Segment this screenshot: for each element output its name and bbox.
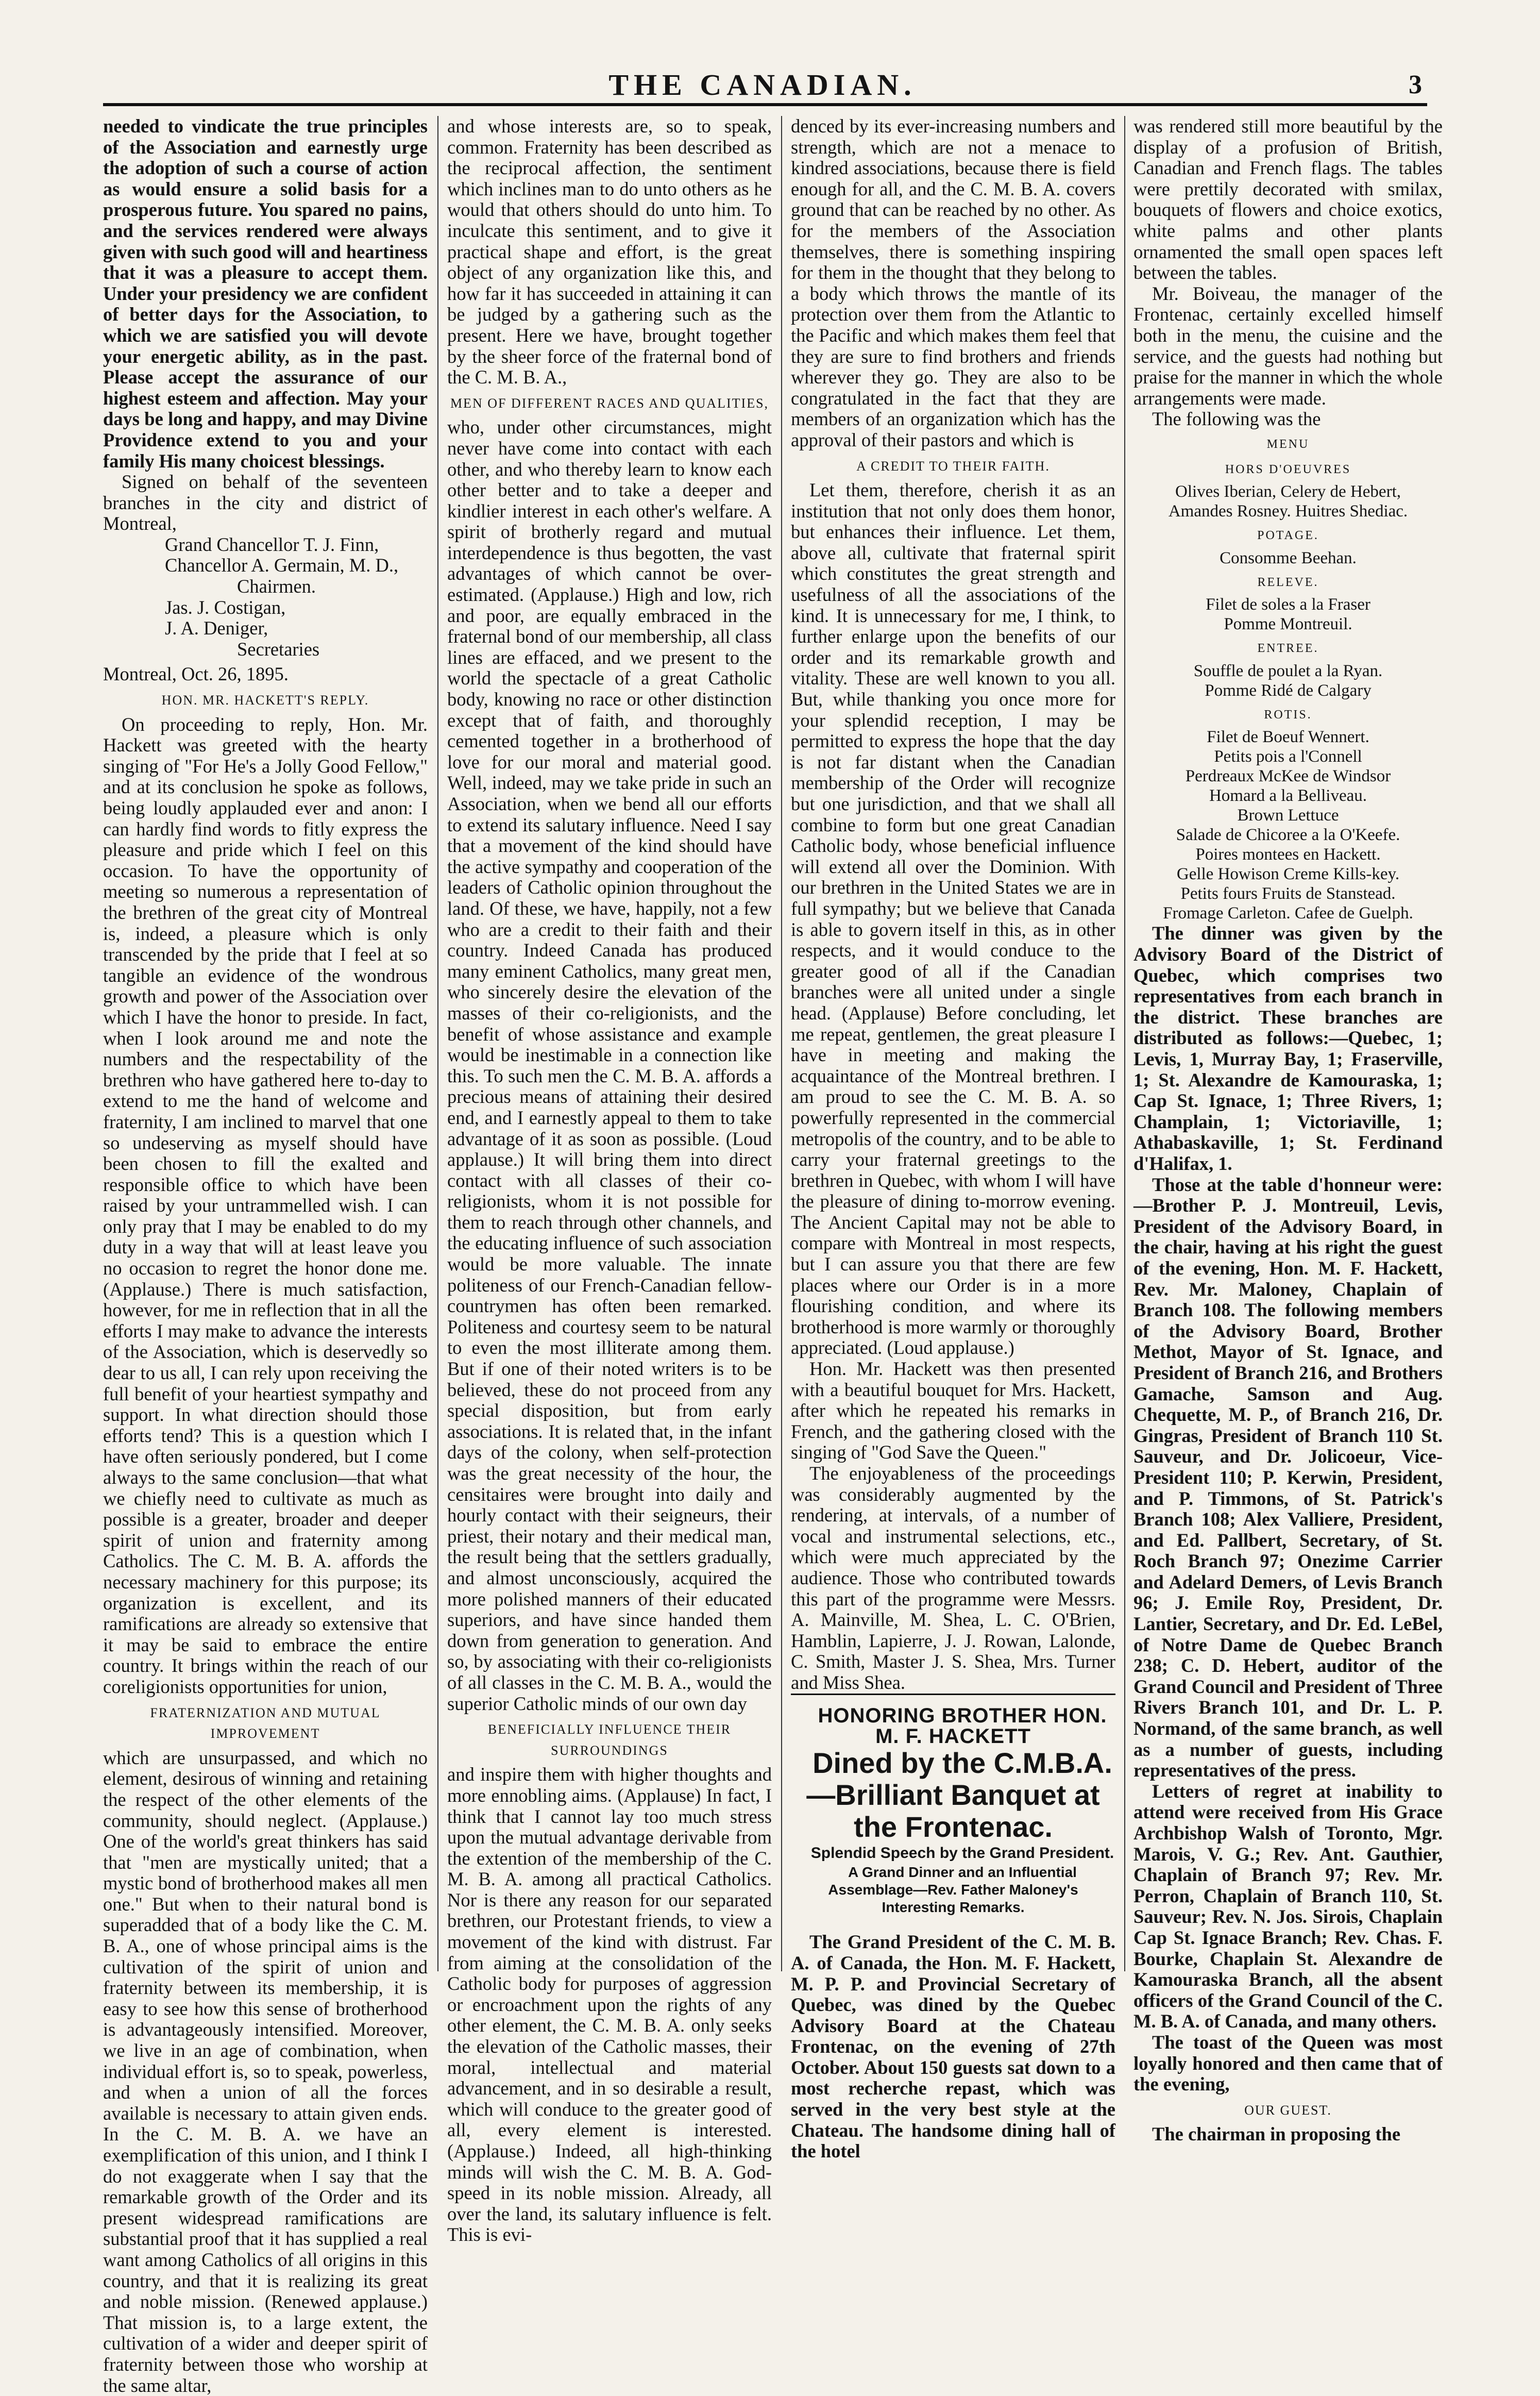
menu-item: Petits pois a l'Connell (1214, 747, 1362, 766)
menu-item: Brown Lettuce (1237, 806, 1339, 825)
column-1 (103, 115, 428, 2396)
menu-item: Consomme Beehan. (1220, 548, 1357, 567)
signatory-role: Secretaries (237, 638, 320, 660)
menu-card (1133, 434, 1443, 924)
article-paragraph: Mr. Boiveau, the manager of the Frontenac, certainly excelled himself both in the menu, the cuisine and the service, and the guests had nothing but praise for the manner in which the whole arrangements were made. (1133, 282, 1443, 409)
article-paragraph: Those at the table d'honneur were:—Brother P. J. Montreuil, Levis, President of the Advisory Board, in the chair, having at his right the guest of the evening, Hon. M. F. Hackett, Rev. Mr. Maloney, Chaplain of Branch 108. The following members of the Advisory Board, Brother Methot, Mayor of St. Ignace, and President of Branch 216, and Brothers Gamache, Samson and Aug. Chequette, M. P., of Branch 216, Dr. Gingras, President of Branch 110 St. Sauveur, and Dr. Jolicoeur, Vice-President 110; P. Kerwin, President, and P. Timmons, of St. Patrick's Branch 108; Alex Valliere, President, and Ed. Pallbert, Secretary, of St. Roch Branch 97; Onezime Carrier and Adelard Demers, of Levis Branch 96; J. Emile Roy, President, Dr. Lantier, Secretary, and Dr. Ed. LeBel, of Notre Dame de Quebec Branch 238; C. D. Hebert, auditor of the Grand Council and President of Three Rivers Branch 101, and Dr. L. P. Normand, of the same branch, as well as a number of guests, including representatives of the press. (1133, 1174, 1443, 1781)
menu-item: Filet de Boeuf Wennert. (1207, 728, 1369, 747)
menu-item: Souffle de poulet a la Ryan. (1193, 661, 1383, 680)
column-4 (1133, 115, 1443, 2145)
menu-item: Pomme Montreuil. (1224, 615, 1352, 634)
masthead (103, 62, 1422, 108)
menu-course-heading: ENTREE. (1257, 642, 1319, 656)
section-heading: MEN OF DIFFERENT RACES AND QUALITIES, (450, 395, 769, 411)
article-paragraph: denced by its ever-increasing numbers and strength, which are not a menace to kindred associations, because there is field enough for all, and the C. M. B. A. covers ground that can be reached by no other. As for the members of the Association themselves, there is something inspiring for them in the thought that they belong to a body which throws the mantle of its protection over them from the Atlantic to the Pacific and which makes them feel that they are sure to find brothers and friends wherever they go. They are also to be congratulated in the fact that they are members of an organization which has the approval of their pastors and which is (791, 115, 1115, 450)
menu-item: Amandes Rosney. Huitres Shediac. (1168, 502, 1408, 521)
menu-item: Poires montees en Hackett. (1195, 845, 1381, 864)
article-paragraph: and inspire them with higher thoughts and more ennobling aims. (Applause) In fact, I think that I cannot lay too much stress upon the mutual advantage derivable from the extention of the membership of the C. M. B. A. among all practical Catholics. Nor is there any reason for our separated brethren, our Protestant friends, to view a movement of the kind with distrust. Far from aiming at the consolidation of the Catholic body for purposes of aggression or encroachment upon the rights of any other element, the C. M. B. A. only seeks the elevation of the Catholic masses, their moral, intellectual and material advancement, and in so desirable a result, which will conduce to the greater good of all, every element is interested. (Applause.) Indeed, all high-thinking minds will wish the C. M. B. A. God-speed in its noble mission. Already, all over the land, its salutary influence is felt. This is evi- (447, 1764, 772, 2246)
section-heading: FRATERNIZATION AND MUTUAL IMPROVEMENT (150, 1705, 381, 1741)
article-paragraph: On proceeding to reply, Hon. Mr. Hackett was greeted with the hearty singing of "For He's a Jolly Good Fellow," and at its conclusion he spoke as follows, being loudly applauded ever and anon: I can hardly find words to fitly express the pleasure and pride which I feel on this occasion. To have the opportunity of meeting so numerous a representation of the brethren of the great city of Montreal is, indeed, a pleasure which is only transcended by the pride that I feel at so tangible an evidence of the wondrous growth and power of the Association over which I have the honor to preside. In fact, when I look around me and note the numbers and the respectability of the brethren who have gathered here to-day to extend to me the hand of welcome and fraternity, I am inclined to marvel that one so undeserving as myself should have been chosen to fill the exalted and responsible office to which have been raised by your untrammelled wish. I can only pray that I may be enabled to do my duty in a way that will at least leave you no occasion to regret the honor done me. (Applause.) There is much satisfaction, however, for me in reflection that in all the efforts I may make to advance the interests of the Association, which is deservedly so dear to us all, I can rely upon receiving the full benefit of your heartiest sympathy and support. In what direction should those efforts tend? This is a question which I have often seriously pondered, but I come always to the same conclusion—that what we chiefly need to cultivate as much as possible is a greater, broader and deeper spirit of union and fraternity among Catholics. The C. M. B. A. affords the necessary machinery for this purpose; its organization is excellent, and its ramifications are already so extensive that it may be said to embrace the entire country. It brings within the reach of our coreligionists opportunities for union, (103, 713, 428, 1697)
menu-item: Pomme Ridé de Calgary (1205, 681, 1372, 700)
column-3 (791, 115, 1115, 2162)
headline-main: Dined by the C.M.B.A.—Brilliant Banquet at the Frontenac. (806, 1746, 1112, 1843)
article-paragraph: who, under other circumstances, might never have come into contact with each other, and who thereby learn to know each other better and to take a deeper and kindlier interest in each other's welfare. A spirit of brotherly regard and mutual interdependence is thus begotten, the vast advantages of which cannot be over-estimated. (Applause.) High and low, rich and poor, are equally embraced in the fraternal bond of our membership, all class lines are effaced, and we present to the world the spectacle of a great Catholic body, knowing no race or other distinction except that of faith, and thoroughly cemented together in a brotherhood of love for our moral and material good. Well, indeed, may we take pride in such an Association, when we bend all our efforts to extend its salutary influence. Need I say that a movement of the kind should have the active sympathy and cooperation of the leaders of Catholic opinion throughout the land. Of these, we have, happily, not a few who are a credit to their faith and their country. Indeed Canada has produced many eminent Catholics, many great men, who sincerely desire the elevation of the masses of their co-religionists, and the benefit of whose assistance and example would be inestimable in a connection like this. To such men the C. M. B. A. affords a precious means of attaining their desired end, and I earnestly appeal to them to take advantage of it as soon as possible. (Loud applause.) It will bring them into direct contact with all classes of their co-religionists, whom it is not possible for them to reach through other channels, and the educating influence of such association would be more valuable. The innate politeness of our French-Canadian fellow-countrymen has often been remarked. Politeness and courtesy seem to be natural to even the most illiterate among them. But if one of their noted writers is to be believed, these do not proceed from any special disposition, but from early associations. It is related that, in the infant days of the colony, when self-protection was the great necessity of the hour, the censitaires were brought into daily and hourly contact with their seigneurs, their priest, their notary and their medical man, the result being that the settlers gradually, and almost unconsciously, acquired the more polished manners of their educated superiors, and have since handed them down from generation to generation. And so, by associating with their co-religionists of all classes in the C. M. B. A., would the superior Catholic minds of our own day (447, 416, 772, 1714)
section-heading: A CREDIT TO THEIR FAITH. (856, 458, 1050, 474)
dateline: Montreal, Oct. 26, 1895. (103, 663, 289, 685)
section-heading: BENEFICIALLY INFLUENCE THEIR SURROUNDINGS (487, 1722, 732, 1758)
article-paragraph: Let them, therefore, cherish it as an institution that not only does them honor, but enhances their influence. Let them, above all, cultivate that fraternal spirit which constitutes the great strength and usefulness of all the associations of the kind. It is unnecessary for me, I think, to further enlarge upon the benefits of our order and its remarkable growth and vitality. These are well known to you all. But, while thanking you once more for your splendid reception, I may be permitted to express the hope that the day is not far distant when the Canadian membership of the Order will recognize but one jurisdiction, and that we shall all combine to form but one great Canadian Catholic body, whose beneficial influence will extend all over the Dominion. With our brethren in the United States we are in full sympathy; but we believe that Canada is able to govern itself in this, as in other respects, and it would conduce to the greater good of all if the Canadian branches were all united under a single head. (Applause) Before concluding, let me repeat, gentlemen, the great pleasure I have in meeting and making the acquaintance of the Montreal brethren. I am proud to see the C. M. B. A. so powerfully represented in the commercial metropolis of the country, and to be able to carry your fraternal greetings to the brethren in Quebec, with whom I will have the pleasure of dining to-morrow evening. The Ancient Capital may not be able to compare with Montreal in most respects, but I can assure you that there are few places where our Order is in a more flourishing condition, and where its brotherhood is more warmly or thoroughly appreciated. (Loud applause.) (791, 479, 1115, 1359)
signatory: Jas. J. Costigan, (165, 596, 286, 618)
menu-item: Homard a la Belliveau. (1209, 786, 1367, 806)
signed-line: Signed on behalf of the seventeen branches in the city and district of Montreal, (103, 471, 428, 534)
section-heading: OUR GUEST. (1244, 2102, 1332, 2118)
column-2 (447, 115, 772, 2246)
signatory: Grand Chancellor T. J. Finn, (165, 533, 379, 555)
headline-deck: A Grand Dinner and an Influential Assemblage—Rev. Father Maloney's Interesting Remarks. (828, 1864, 1078, 1916)
menu-item: Petits fours Fruits de Stanstead. (1180, 884, 1396, 903)
menu-course-heading: HORS D'OEUVRES (1225, 462, 1351, 476)
article-paragraph: which are unsurpassed, and which no element, desirous of winning and retaining the respect of the other elements of the community, should neglect. (Applause.) One of the world's great thinkers has said that "men are mystically united; that a mystic bond of brotherhood makes all men one." But when to their natural bond is superadded that of a body like the C. M. B. A., one of whose principal aims is the cultivation of the spirit of union and fraternity between its membership, it is easy to see how this sense of brotherhood is advantageously intensified. Moreover, we live in an age of combination, when individual effort is, so to speak, powerless, and when a union of all the forces available is necessary to attain given ends. In the C. M. B. A. we have an exemplification of this union, and I think I do not exaggerate when I say that the remarkable growth of the Order and its present widespread ramifications are substantial proof that it has supplied a real want among Catholics of all origins in this country, and that it is realizing its great and noble mission. (Renewed applause.) That mission is, to a large extent, the cultivation of a wider and deeper spirit of fraternity between those who worship at the same altar, (103, 1747, 428, 2396)
menu-title: MENU (1266, 437, 1310, 451)
headline-banner: HONORING BROTHER HON. M. F. HACKETT (791, 1694, 1115, 1747)
signatory: Chancellor A. Germain, M. D., (165, 555, 399, 576)
menu-course-heading: POTAGE. (1257, 529, 1319, 543)
header-rule (103, 103, 1427, 106)
menu-item: Salade de Chicoree a la O'Keefe. (1176, 826, 1400, 845)
article-paragraph: Hon. Mr. Hackett was then presented with a beautiful bouquet for Mrs. Hackett, after which he repeated his remarks in French, and the gathering closed with the singing of "God Save the Queen." (791, 1358, 1115, 1463)
menu-item: Perdreaux McKee de Windsor (1185, 767, 1391, 786)
article-paragraph: The following was the (1152, 408, 1321, 430)
menu-item: Olives Iberian, Celery de Hebert, (1175, 482, 1401, 501)
signatory-role: Chairmen. (237, 576, 316, 597)
section-heading: HON. MR. HACKETT'S REPLY. (161, 693, 369, 708)
column-divider (437, 116, 438, 1971)
article-lead: The Grand President of the C. M. B. A. of Canada, the Hon. M. F. Hackett, M. P. P. and Provincial Secretary of Quebec, was dined by the Quebec Advisory Board at the Chateau Frontenac, on the evening of 27th October. About 150 guests sat down to a most recherche repast, which was served in the very best style at the Chateau. The handsome dining hall of the hotel (791, 1931, 1115, 2162)
column-divider (781, 116, 782, 1971)
menu-course-heading: ROTIS. (1264, 708, 1312, 722)
article-paragraph: and whose interests are, so to speak, common. Fraternity has been described as the reciprocal affection, the sentiment which inclines man to do unto others as he would that others should do unto him. To inculcate this sentiment, and to give it practical shape and effort, is the great object of any organization like this, and how far it has succeeded in attaining it can be judged by a gathering such as the present. Here we have, brought together by the sheer force of the fraternal bond of the C. M. B. A., (447, 115, 772, 388)
newspaper-title: THE CANADIAN. (608, 68, 917, 102)
article-paragraph: was rendered still more beautiful by the display of a profusion of British, Canadian and French flags. The tables were prettily decorated with smilax, bouquets of flowers and choice exotics, white palms and other plants ornamented the small open spaces left between the tables. (1133, 115, 1443, 283)
column-divider (1124, 116, 1125, 1971)
article-paragraph: The chairman in proposing the (1152, 2123, 1401, 2145)
headline-sub: Splendid Speech by the Grand President. (810, 1844, 1114, 1862)
signatory: J. A. Deniger, (165, 617, 268, 639)
menu-item: Fromage Carleton. Cafee de Guelph. (1163, 904, 1413, 923)
article-paragraph: Letters of regret at inability to attend were received from His Grace Archbishop Walsh of Toronto, Mgr. Marois, V. G.; Rev. Ant. Gauthier, Chaplain of Branch 97; Rev. Mr. Perron, Chaplain of Branch 110, St. Sauveur; Rev. N. Jos. Sirois, Chaplain Cap St. Ignace Branch; Rev. Chas. F. Bourke, Chaplain St. Alexandre de Kamouraska Branch, all the absent officers of the Grand Council of the C. M. B. A. of Canada, and many others. (1133, 1780, 1443, 2032)
article-paragraph: The toast of the Queen was most loyally honored and then came that of the evening, (1133, 2031, 1443, 2095)
article-paragraph: The dinner was given by the Advisory Board of the District of Quebec, which comprises two representatives from each branch in the district. These branches are distributed as follows:—Quebec, 1; Levis, 1, Murray Bay, 1; Fraserville, 1; St. Alexandre de Kamouraska, 1; Cap St. Ignace, 1; Three Rivers, 1; Champlain, 1; Victoriaville, 1; Athabaskaville, 1; St. Ferdinand d'Halifax, 1. (1133, 923, 1443, 1174)
address-text: needed to vindicate the true principles of the Association and earnestly urge the adoption of such a course of action as would ensure a solid basis for a prosperous future. You spared no pains, and the services rendered were always given with such good will and heartiness that it was a pleasure to accept them. Under your presidency we are confident of better days for the Association, to which we are satisfied you will devote your energetic ability, as in the past. Please accept the assurance of our highest esteem and affection. May your days be long and happy, and may Divine Providence extend to you and your family His many choicest blessings. (103, 115, 428, 472)
article-paragraph: The enjoyableness of the proceedings was considerably augmented by the rendering, at intervals, of a number of vocal and instrumental selections, etc., which were much appreciated by the audience. Those who contributed towards this part of the programme were Messrs. A. Mainville, M. Shea, L. C. O'Brien, Hamblin, Lapierre, J. J. Rowan, Lalonde, C. Smith, Master J. S. Shea, Mrs. Turner and Miss Shea. (791, 1463, 1115, 1693)
menu-course-heading: RELEVE. (1257, 575, 1319, 589)
menu-item: Gelle Howison Creme Kills-key. (1176, 865, 1400, 884)
page-number: 3 (1409, 70, 1422, 99)
menu-item: Filet de soles a la Fraser (1206, 595, 1370, 614)
